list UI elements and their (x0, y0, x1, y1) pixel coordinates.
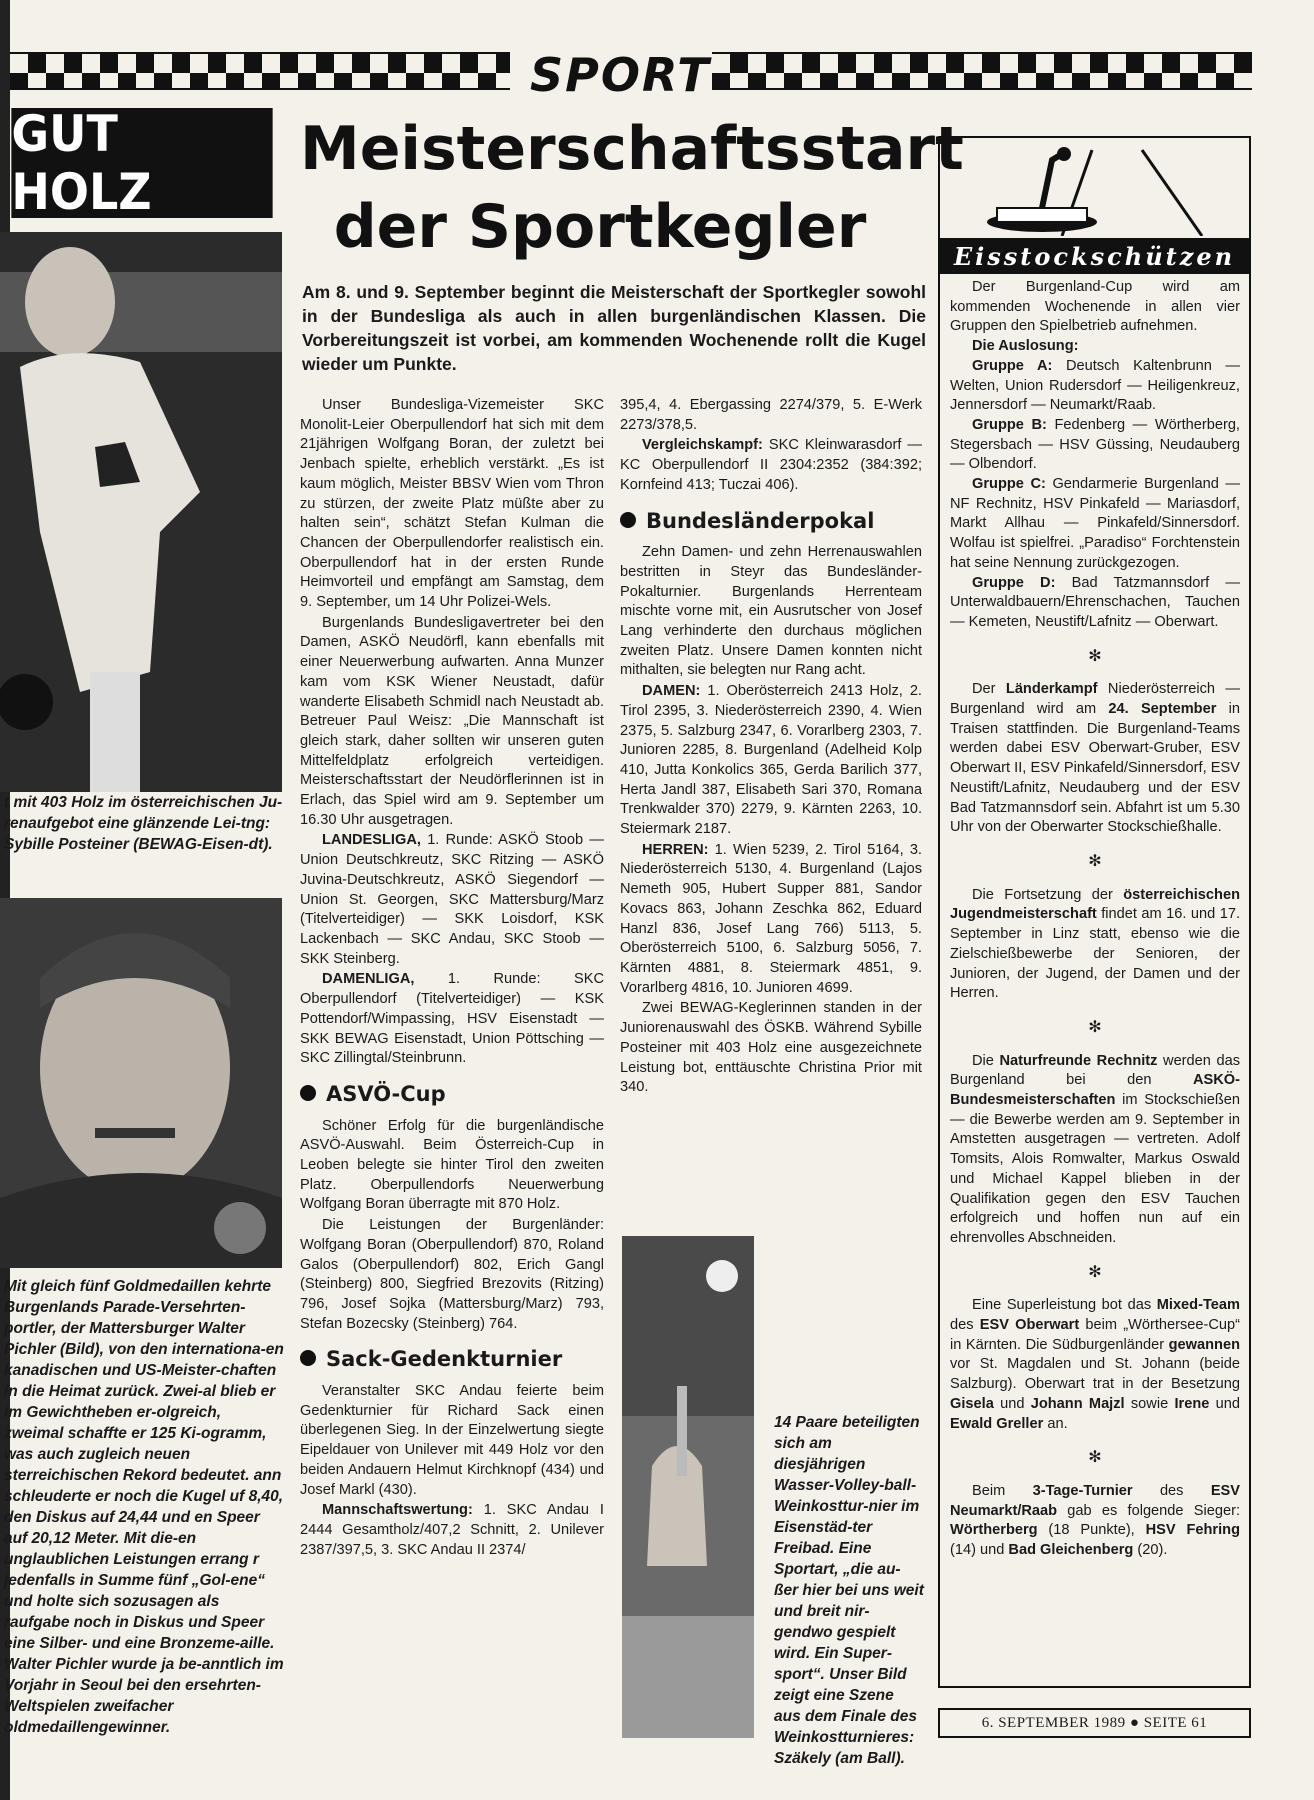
page-footer: 6. SEPTEMBER 1989 ● SEITE 61 (938, 1708, 1251, 1738)
paragraph (300, 831, 604, 969)
text: an. (1043, 1415, 1068, 1432)
paragraph (950, 1296, 1240, 1434)
label: HERREN: (642, 841, 709, 858)
paragraph (300, 970, 604, 1069)
paragraph (950, 357, 1240, 416)
subheading-sack (300, 1347, 604, 1372)
paragraph: Burgenlands Bundesligavertreter bei den Damen, ASKÖ Neudörfl, kann ebenfalls mit einer Neuerwerbung aufwarten. Anna Munzer kam vom KSK Wiener Neustadt, dafür wanderte Elisabeth Schmidl nach Neustadt ab. Betreuer Paul Weisz: „Die Mannschaft ist gleich stark, daher sollten wir unseren guten Mittelfeldplatz erfolgreich verteidigen. Meisterschaftsstart der Neudörflerinnen ist in Erlach, das Spiel wird am 9. September um 16.30 Uhr ausgetragen. (300, 614, 604, 828)
paragraph: Unser Bundesliga-Vizemeister SKC Monolit-Leier Oberpullendorf hat sich mit dem 21jährigen Wolfgang Boran, der zuletzt bei Jenbach spielte, erheblich verstärkt. „Es ist kaum möglich, Meister BBSV Wien vom Thron zu stürzen, der zweite Platz müßte aber zu halten sein“, schätzt Stefan Kulman die Chancen der Oberpullendorfer realistisch ein. Oberpullendorf hat in der ersten Runde Heimvorteil und empfängt am Samstag, dem 9. September, um 14 Uhr Polizei-Wels. (300, 397, 604, 611)
article-column-2 (620, 396, 922, 1099)
paragraph (950, 416, 1240, 475)
paragraph (950, 886, 1240, 1004)
paragraph (620, 682, 922, 840)
label: LANDESLIGA, (322, 832, 421, 849)
photo-volleyball-image (622, 1236, 754, 1738)
paragraph-text: 1. SKC Andau I 2444 Gesamtholz/407,2 Schnitt, 2. Unilever 2387/397,5, 3. SKC Andau II 2374/ (300, 1502, 604, 1558)
separator-star: ✻ (1088, 647, 1102, 665)
separator-star: ✻ (1088, 852, 1102, 870)
paragraph (950, 574, 1240, 633)
paragraph: Zehn Damen- und zehn Herrenauswahlen bestritten in Steyr das Bundesländer-Pokalturnier. Burgenlands Herrenteam mischte vorne mit, ein Ausrutscher von Josef Lang verhinderte den durchaus möglichen zweiten Platz. Unsere Damen konnten nicht mithalten, sie belegten nur Rang acht. (620, 544, 922, 679)
text: findet am 16. und 17. September in Linz statt, ebenso wie die Zielschießbewerbe der Senioren, der Junioren, der Jugend, der Damen und der Herren. (950, 906, 1240, 1002)
checker-bar-right (712, 52, 1252, 90)
curling-stone-icon (942, 140, 1247, 236)
paragraph-text: Bad Tatzmannsdorf — Unterwaldbauern/Ehrenschachen, Tauchen — Kemeten, Neustift/Lafnitz — Oberwart. (950, 574, 1240, 630)
text: (14) und (950, 1542, 1009, 1559)
label: DAMENLIGA, (322, 971, 415, 988)
bold-text: 3-Tage-Turnier (1032, 1482, 1133, 1499)
lead-paragraph: Am 8. und 9. September beginnt die Meisterschaft der Sportkegler sowohl in der Bundesliga als auch in allen burgenländischen Klassen. Die Vorbereitungszeit ist vorbei, am kommenden Wochenende rollt die Kugel wieder um Punkte. (302, 282, 926, 374)
subheading-text: Sack-Gedenkturnier (326, 1347, 563, 1372)
bold-text: Wörtherberg (950, 1522, 1038, 1539)
sidebar-banner: Eisstockschützen (938, 238, 1251, 274)
photo-bowler-image (0, 232, 282, 792)
label: Gruppe D: (972, 574, 1056, 591)
text: sowie (1124, 1395, 1175, 1412)
bold-text: Gisela (950, 1395, 994, 1412)
bold-text: Ewald Greller (950, 1415, 1044, 1432)
bullet-dot (620, 512, 636, 528)
paragraph-text: Deutsch Kaltenbrunn — Welten, Union Rudersdorf — Heiligenkreuz, Jennersdorf — Neumarkt/Raab. (950, 357, 1240, 414)
paragraph (950, 1052, 1240, 1249)
label: Mannschaftswertung: (322, 1502, 473, 1519)
kicker-box: GUT HOLZ (11, 108, 272, 218)
label: Gruppe C: (972, 476, 1046, 493)
subheading-text: ASVÖ-Cup (326, 1081, 446, 1106)
paragraph (950, 1482, 1240, 1561)
bold-text: gewannen (1168, 1336, 1240, 1353)
curling-stone-illustration (942, 140, 1247, 236)
bold-text: ESV Neumarkt/Raab (950, 1482, 1241, 1519)
bold-text: österreichischen Jugendmeisterschaft (950, 886, 1240, 923)
text: in Traisen stattfinden. Die Burgenland-Teams werden dabei ESV Oberwart-Gruber, ESV Oberwart II, ESV Pinkafeld/Sinnersdorf, ESV Neustift/Lafnitz, Neudauberg und der ESV Bad Tatzmannsdorf sein. Abfahrt ist um 5.30 Uhr von der Oberwarter Stockschießhalle. (950, 701, 1240, 836)
photo-volleyball (622, 1236, 754, 1738)
sidebar-column (950, 278, 1240, 1561)
subheading-bundeslaender (620, 508, 922, 533)
text: vor St. Magdalen und St. Johann (beide Salzburg). Oberwart trat in der Besetzung (950, 1356, 1240, 1393)
text: gab es folgende Sieger: (1057, 1502, 1240, 1519)
text: (18 Punkte), (1037, 1522, 1146, 1539)
subheading-text: Bundesländerpokal (646, 508, 875, 533)
caption-volleyball: 14 Paare beteiligten sich am diesjährigen Wasser-Volley-ball-Weinkosttur-nier im Eisenstäd-ter Freibad. Eine Sportart, „die au-ßer hier bei uns weit und breit nir-gendwo gespielt wird. Ein Super-sport“. Unser Bild zeigt eine Szene aus dem Finale des Weinkostturnieres: Szäkely (am Ball). (774, 1414, 924, 1767)
bold-text: ESV Oberwart (979, 1317, 1080, 1334)
paragraph: Die Leistungen der Burgenländer: Wolfgang Boran (Oberpullendorf) 870, Roland Galos (Oberpullendorf) 802, Erich Gangl (Steinberg) 800, Siegfried Brezovits (Ritzing) 796, Josef Sojka (Mattersburg/Marz) 793, Stefan Bozecsky (Steinberg) 764. (300, 1217, 604, 1332)
photo-portrait (0, 898, 282, 1268)
text: und (993, 1395, 1031, 1412)
label: Gruppe A: (972, 357, 1053, 374)
paragraph: Zwei BEWAG-Keglerinnen standen in der Juniorenauswahl des ÖSKB. Während Sybille Posteiner mit 403 Holz eine ausgezeichnete Leistung bot, enttäuschte Christina Prior mit 340. (620, 1000, 922, 1096)
text: des (1132, 1482, 1211, 1499)
bold-text: Johann Majzl (1030, 1395, 1125, 1412)
text: (20). (1133, 1542, 1168, 1559)
text: und (1209, 1395, 1241, 1412)
separator-star: ✻ (1088, 1263, 1102, 1281)
paragraph (950, 337, 1240, 357)
text: beim „Wörthersee-Cup“ in Kärnten. Die Südburgenländer (950, 1317, 1240, 1353)
paragraph: Schöner Erfolg für die burgenländische ASVÖ-Auswahl. Beim Österreich-Cup in Leoben belegte sie hinter Tirol den zweiten Platz. Oberpullendorfs Neuerwerbung Wolfgang Boran überragte mit 870 Holz. (300, 1117, 604, 1213)
text: Die Fortsetzung der (972, 886, 1124, 903)
label: Die Auslosung: (972, 338, 1079, 355)
paragraph-text: 1. Wien 5239, 2. Tirol 5164, 3. Niederösterreich 5130, 4. Burgenland (Lajos Nemeth 905, Hubert Supper 881, Sandor Kovacs 863, Johann Zeschka 862, Eduard Hanzl 836, Josef Lang 766) 5113, 5. Oberösterreich 5100, 6. Salzburg 5056, 7. Kärnten 4881, 8. Steiermark 4851, 9. Vorarlberg 4816, 10. Junioren 4699. (620, 841, 922, 996)
paragraph-text: 1. Oberösterreich 2413 Holz, 2. Tirol 2395, 3. Niederösterreich 2390, 4. Wien 2375, 5. Salzburg 2347, 6. Vorarlberg 2303, 7. Junioren 2285, 8. Burgenland (Adelheid Kolp 410, Jutta Konkolics 365, Gerda Barilich 377, Herta Jandl 387, Elisabeth Sari 370, Romana Trenkwalder 370) 2279, 9. Kärnten 2263, 10. Steiermark 2187. (620, 683, 922, 838)
bold-text: Bad Gleichenberg (1008, 1542, 1134, 1559)
separator-star: ✻ (1088, 1018, 1102, 1036)
subheading-asvo (300, 1081, 604, 1106)
bold-text: Irene (1174, 1395, 1210, 1412)
photo-bowler (0, 232, 282, 792)
paragraph (620, 436, 922, 495)
headline-line-1: Meisterschaftsstart (300, 114, 964, 184)
separator-star: ✻ (1088, 1449, 1102, 1467)
text: Beim (972, 1482, 1033, 1499)
headline (300, 110, 964, 266)
paragraph (950, 475, 1240, 574)
section-label: SPORT (530, 48, 711, 102)
paragraph: Veranstalter SKC Andau feierte beim Gedenkturnier für Richard Sack einen überlegenen Sieg. In der Einzelwertung siegte Eipeldauer von Unilever mit 449 Holz vor den beiden Andauern Helmut Kirchknopf (434) und Josef Markl (430). (300, 1383, 604, 1498)
bullet-dot (300, 1085, 316, 1101)
paragraph-text: Gendarmerie Burgenland — NF Rechnitz, HSV Pinkafeld — Mariasdorf, Markt Allhau — Pinkafeld/Sinnersdorf. Wolfau ist spielfrei. „Paradiso“ Forchtenstein hat seine Nennung zurückgezogen. (950, 476, 1240, 571)
text: Eine Superleistung bot das (972, 1297, 1157, 1314)
headline-line-2: der Sportkegler (333, 192, 867, 262)
text: im Stockschießen — die Bewerbe werden am 9. September in Amstetten ausgetragen — vertreten. Adolf Tomsits, Alois Romwalter, Markus Oswald und Michael Kappel blieben in der Qualifikation gegen den ESV Tauchen erfolgreich und hoffen nun auf ein ehrenvolles Abschneiden. (950, 1092, 1240, 1246)
paragraph-text: 1. Runde: SKC Oberpullendorf (Titelverteidiger) — KSK Pottendorf/Wimpassing, HSV Eisenstadt — SKK BEWAG Eisenstadt, Union Pöttsching — SKC Zillingtal/Steinbrunn. (300, 971, 604, 1067)
bold-text: 24. September (1108, 701, 1217, 718)
checker-bar-left (10, 52, 510, 90)
article-column-1 (300, 396, 604, 1561)
bullet-dot (300, 1350, 316, 1366)
text: des (950, 1317, 980, 1334)
bold-text: Mixed-Team (1156, 1297, 1240, 1314)
paragraph (620, 841, 922, 999)
bold-text: ASKÖ-Bundesmeisterschaften (950, 1072, 1240, 1109)
bold-text: Länderkampf (1005, 681, 1098, 698)
label: Vergleichskampf: (642, 437, 763, 454)
paragraph (300, 1501, 604, 1560)
label: Gruppe B: (972, 416, 1047, 433)
paragraph-text: Fedenberg — Wörtherberg, Stegersbach — HSV Güssing, Neudauberg — Olbendorf. (950, 416, 1240, 473)
text: Der (972, 681, 1006, 698)
text: Niederösterreich — Burgenland wird am (950, 681, 1240, 718)
paragraph: 395,4, 4. Ebergassing 2274/379, 5. E-Werk 2273/378,5. (620, 397, 922, 433)
paragraph (950, 680, 1240, 838)
text: werden das Burgenland bei den (950, 1052, 1240, 1089)
paragraph-text: SKC Kleinwarasdorf — KC Oberpullendorf II 2304:2352 (384:392; Kornfeind 413; Tuczai 406). (620, 437, 922, 493)
bold-text: HSV Fehring (1145, 1522, 1240, 1539)
caption-bowler: t mit 403 Holz im österreichischen Ju-renaufgebot eine glänzende Lei-tng: Sybille Posteiner (BEWAG-Eisen-dt). (4, 794, 283, 853)
paragraph-text: 1. Runde: ASKÖ Stoob — Union Deutschkreutz, SKC Ritzing — ASKÖ Juvina-Deutschkreutz, ASKÖ Siegendorf — Union St. Georgen, SKC Mattersburg/Marz (Titelverteidiger) — SKK Loisdorf, KSK Lackenbach — SKC Andau, SKC Stoob — SKK Steinberg. (300, 832, 604, 967)
photo-portrait-image (0, 898, 282, 1268)
paragraph: Der Burgenland-Cup wird am kommenden Wochenende in allen vier Gruppen den Spielbetrieb aufnehmen. (950, 279, 1240, 335)
text: Die (972, 1052, 1000, 1069)
label: DAMEN: (642, 683, 701, 700)
bold-text: Naturfreunde Rechnitz (999, 1052, 1158, 1069)
caption-portrait: Mit gleich fünf Goldmedaillen kehrte Burgenlands Parade-Versehrten-portler, der Mattersburger Walter Pichler (Bild), von den internationa-en kanadischen und US-Meister-chaften in die Heimat zurück. Zwei-al blieb er im Gewichtheben er-olgreich, zweimal schaffte er 125 Ki-ogramm, was auch zugleich neuen sterreichischen Rekord bedeutet. ann schleuderte er noch die Kugel uf 8,40, den Diskus auf 24,44 und en Speer auf 20,12 Meter. Mit die-en unglaublichen Leistungen errang r jedenfalls in Summe fünf „Gol-ene“ und holte sich sozusagen als raufgabe noch in Diskus und Speer eine Silber- und eine Bronzeme-aille. Walter Pichler wurde ja be-anntlich im Vorjahr in Seoul bei den ersehrten-Weltspielen zweifacher oldmedaillengewinner. (4, 1278, 284, 1736)
